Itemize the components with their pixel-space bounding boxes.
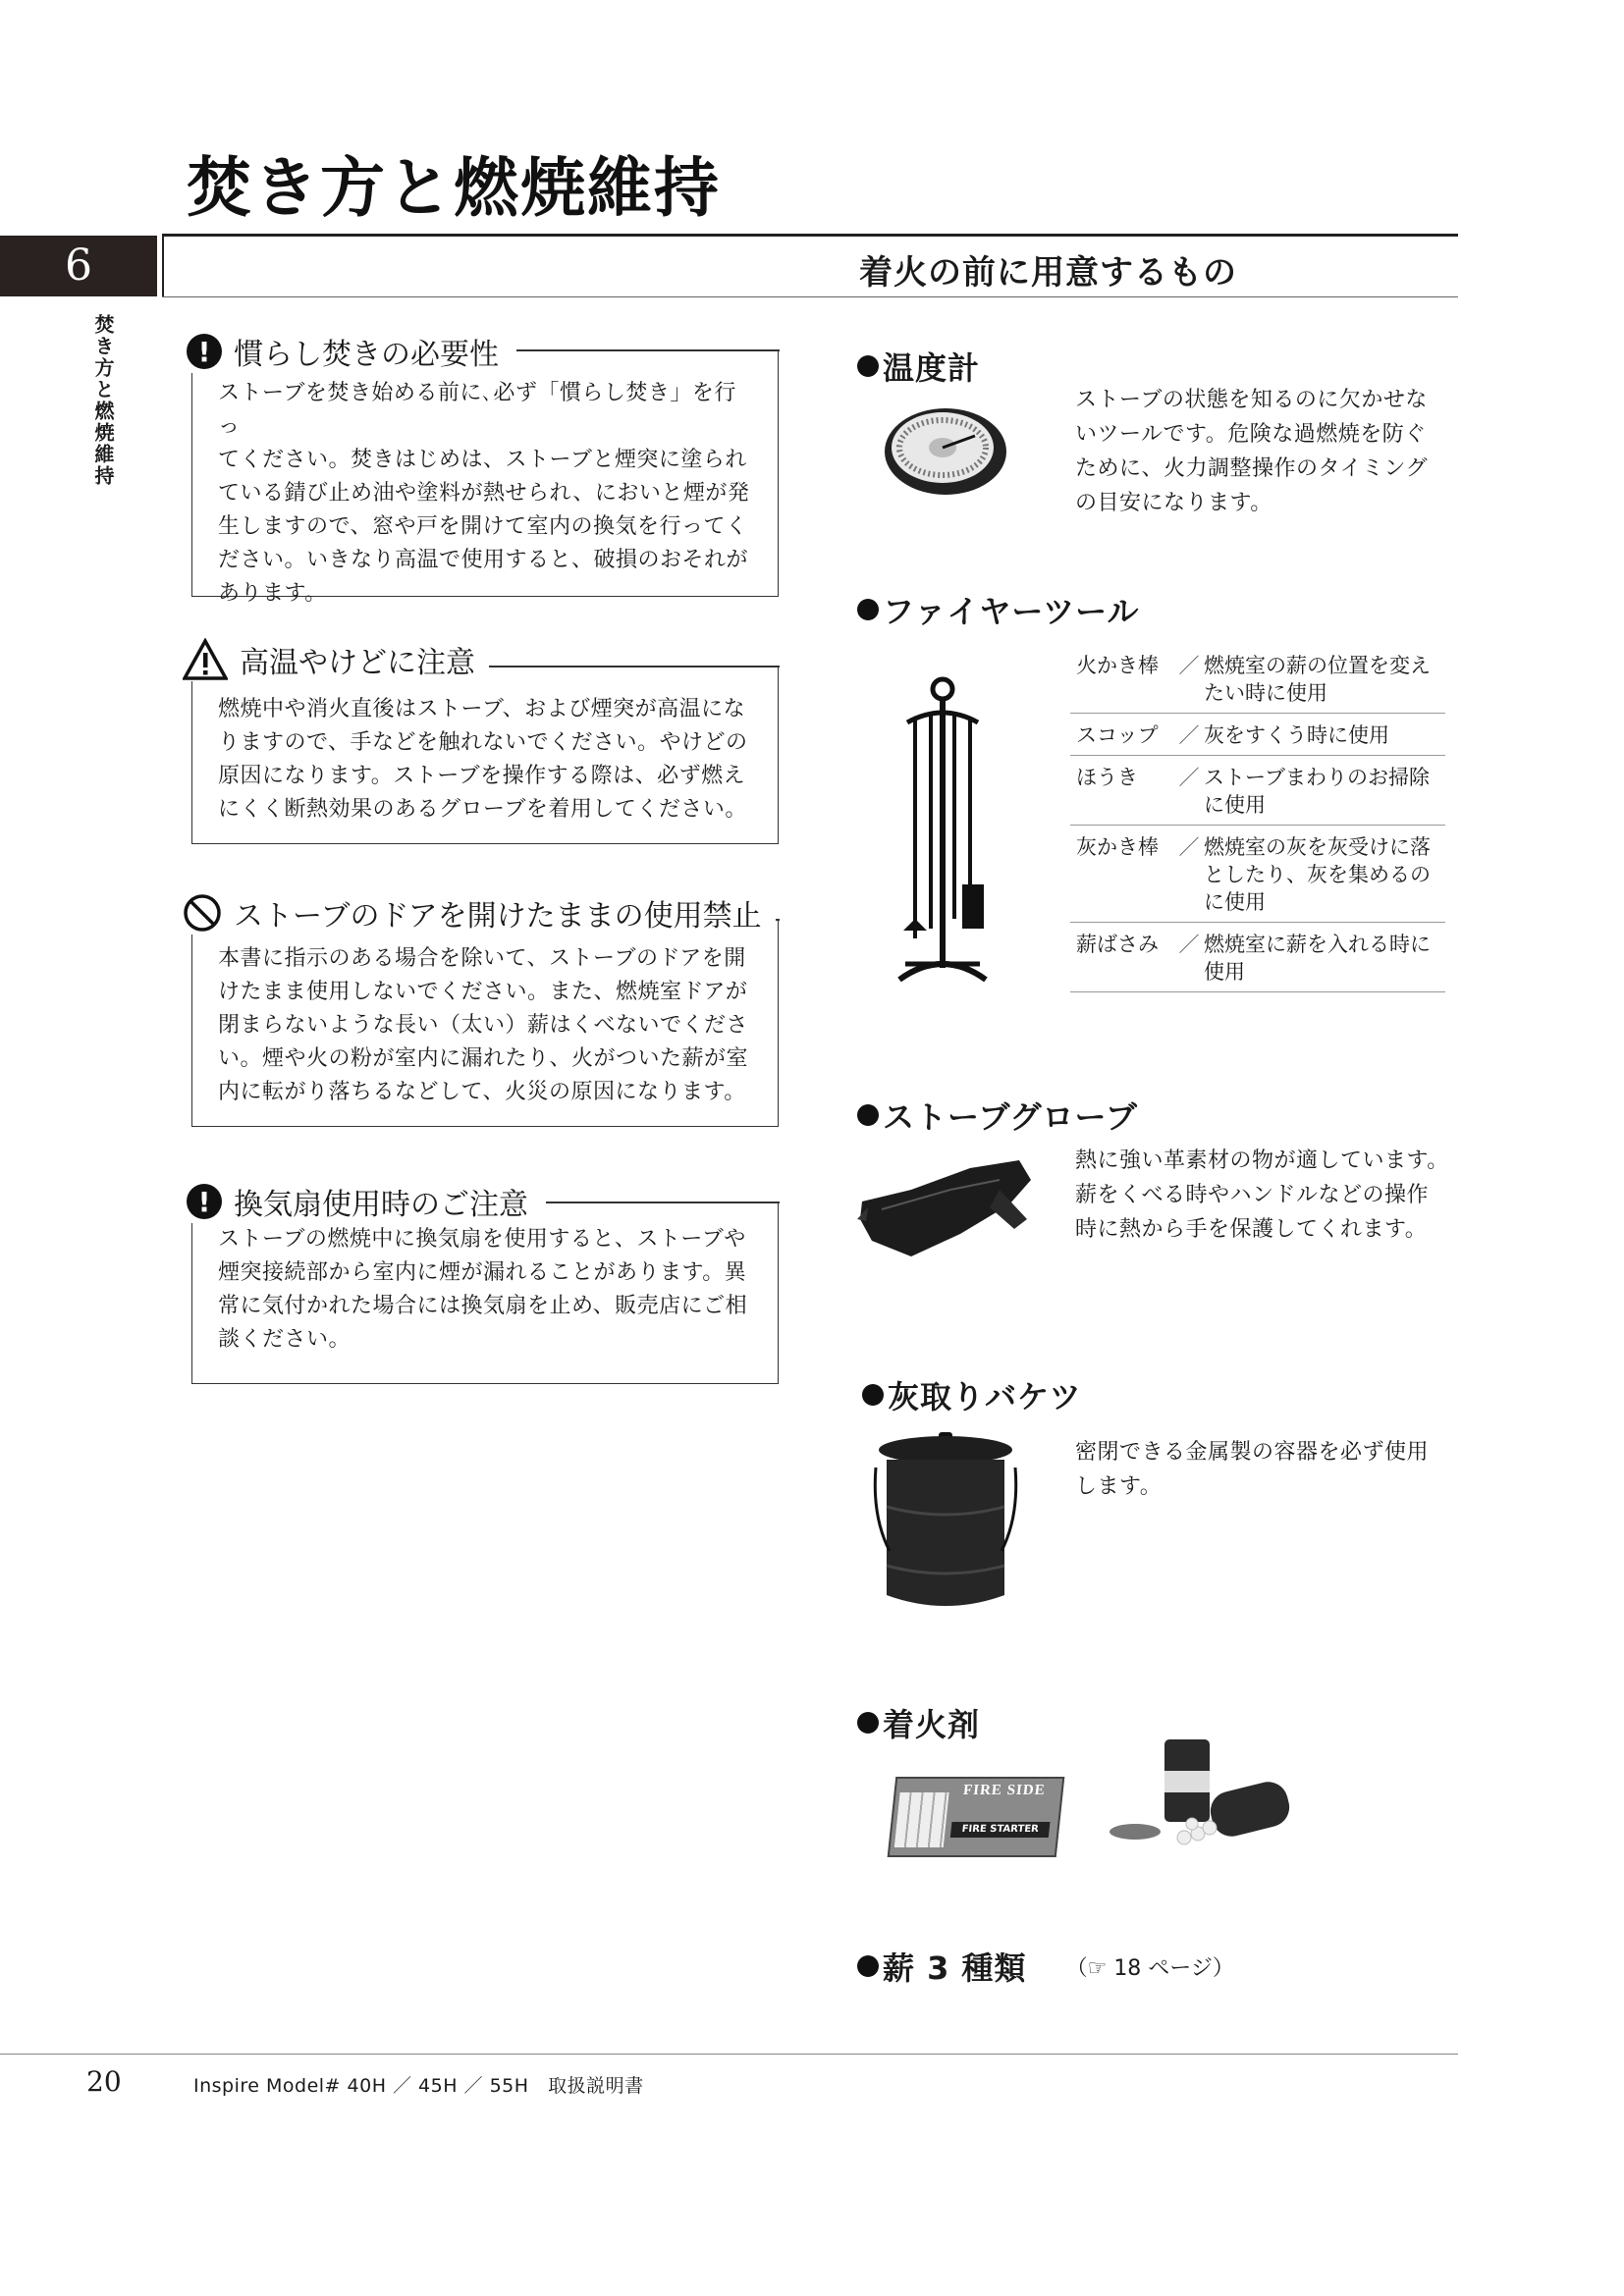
fire-starter-box-sublabel: FIRE STARTER <box>950 1822 1051 1838</box>
table-row: 薪ばさみ ／ 燃焼室に薪を入れる時に使用 <box>1070 923 1445 992</box>
bullet-icon <box>857 1712 879 1734</box>
table-row: 火かき棒 ／ 燃焼室の薪の位置を変えたい時に使用 <box>1070 644 1445 714</box>
page-reference: （☞ 18 ページ） <box>1065 1955 1234 1981</box>
pointing-hand-icon: ☞ <box>1087 1955 1108 1981</box>
header-rule <box>162 234 1458 237</box>
item-desc-bucket: 密閉できる金属製の容器を必ず使用 します。 <box>1075 1440 1430 1499</box>
bullet-icon <box>857 1955 879 1977</box>
header-rule-bottom <box>162 296 1458 297</box>
item-heading-starter: 着火剤 <box>857 1700 980 1745</box>
notice-heading-burn: 高温やけどに注意 <box>183 638 489 681</box>
notice-heading-break-in: ! 慣らし焚きの必要性 <box>187 330 513 373</box>
fire-starter-canister-image <box>1108 1737 1304 1855</box>
ash-bucket-image <box>872 1428 1019 1615</box>
side-chapter-label: 焚き方と燃焼維持 <box>91 314 115 487</box>
item-desc-gloves: 熱に強い革素材の物が適しています。 薪をくべる時やハンドルなどの操作 時に熱から手を保護してくれます。 <box>1075 1148 1449 1242</box>
notice-box-door: 本書に指示のある場合を除いて、ストーブのドアを開 けたまま使用しないでください。また、燃焼室ドアが 閉まらないような長い（太い）薪はくべないでくださ い。煙や火の粉が室内に漏れたり、火がついた薪が室 内に転がり落ちるなどして、火災の原因になります。 <box>191 919 779 1127</box>
bullet-icon <box>862 1384 884 1406</box>
item-heading-firetools: ファイヤーツール <box>857 587 1139 632</box>
notice-box-burn: 燃焼中や消火直後はストーブ、および煙突が高温にな りますので、手などを触れないでください。やけどの 原因になります。ストーブを操作する際は、必ず燃え にくく断熱効果のあるグローブを着用してください。 <box>191 666 779 844</box>
item-heading-firewood: 薪 3 種類 （☞ 18 ページ） <box>857 1944 1234 1989</box>
item-heading-thermometer: 温度計 <box>857 344 980 389</box>
exclamation-icon: ! <box>187 1184 222 1219</box>
footer-text: Inspire Model# 40H ／ 45H ／ 55H 取扱説明書 <box>193 2075 644 2097</box>
section-heading: 着火の前に用意するもの <box>859 253 1237 293</box>
bullet-icon <box>857 1104 879 1126</box>
fire-starter-box-label: FIRE SIDE <box>962 1783 1047 1798</box>
fire-starter-box-image <box>888 1777 1065 1857</box>
item-heading-gloves: ストーブグローブ <box>857 1093 1138 1138</box>
warning-triangle-icon <box>183 638 228 681</box>
bullet-icon <box>857 599 879 620</box>
page-number: 20 <box>86 2065 122 2098</box>
notice-heading-fan: ! 換気扇使用時のご注意 <box>187 1180 542 1223</box>
table-row: スコップ ／ 灰をすくう時に使用 <box>1070 714 1445 756</box>
notice-box-fan: ストーブの燃焼中に換気扇を使用すると、ストーブや 煙突接続部から室内に煙が漏れることがあります。異 常に気付かれた場合には換気扇を止め、販売店にご相 談ください。 <box>191 1201 779 1384</box>
prohibited-icon <box>183 893 222 933</box>
footer-rule <box>0 2054 1458 2055</box>
thermometer-image <box>882 400 1009 499</box>
table-row: ほうき ／ ストーブまわりのお掃除に使用 <box>1070 756 1445 826</box>
firetools-image <box>893 673 992 988</box>
item-heading-bucket: 灰取りバケツ <box>862 1372 1082 1417</box>
header-rule-divider <box>162 234 164 296</box>
item-desc-thermometer: ストーブの状態を知るのに欠かせな いツールです。危険な過燃焼を防ぐ ために、火力調整操作のタイミング の目安になります。 <box>1075 388 1429 515</box>
table-row: 灰かき棒 ／ 燃焼室の灰を灰受けに落としたり、灰を集めるのに使用 <box>1070 826 1445 923</box>
chapter-number: 6 <box>0 236 157 296</box>
bullet-icon <box>857 355 879 377</box>
notice-heading-door: ストーブのドアを開けたままの使用禁止 <box>183 891 776 934</box>
notice-box-break-in <box>191 349 779 606</box>
notice-body: ストーブを焚き始める前に､必ず「慣らし焚き」を行っ てください。焚きはじめは、ストーブと煙突に塗られ ている錆び止め油や塗料が熱せられ、においと煙が発 生しますので、窓や戸を開けて室内の換気を行ってく ださい。いきなり高温で使用すると、破損のおそれが あります。 <box>218 381 750 606</box>
firetools-table <box>1070 644 1445 992</box>
gloves-image <box>852 1150 1039 1268</box>
page-title: 焚き方と燃焼維持 <box>187 149 721 226</box>
exclamation-icon: ! <box>187 334 222 369</box>
